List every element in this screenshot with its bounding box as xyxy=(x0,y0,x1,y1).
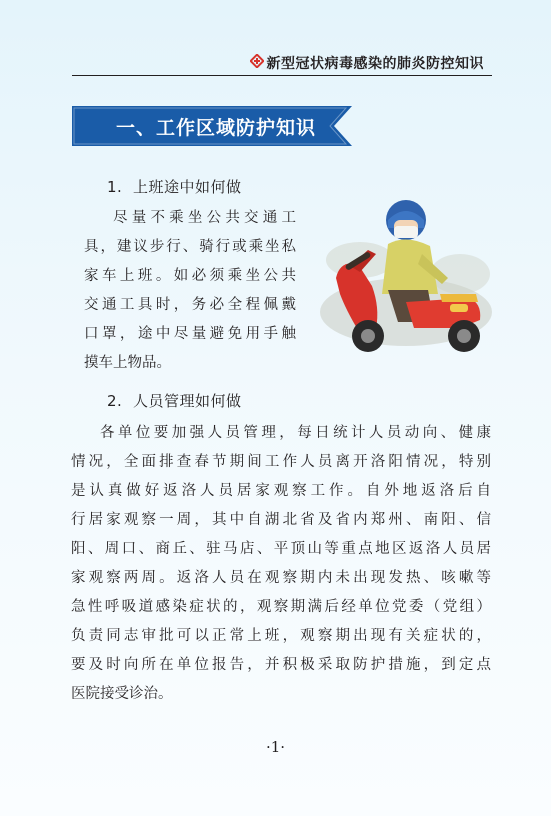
paragraph-line: 具，建议步行、骑行或乘坐私 xyxy=(84,239,296,255)
item-2-paragraph xyxy=(71,419,491,709)
paragraph-line: 口罩，途中尽量避免用手触 xyxy=(84,326,296,342)
paragraph-line: 交通工具时，务必全程佩戴 xyxy=(84,297,296,313)
paragraph-line: 各单位要加强人员管理，每日统计人员动向、健康 xyxy=(100,425,491,441)
paragraph-line: 急性呼吸道感染症状的，观察期满后经单位党委（党组） xyxy=(71,599,491,615)
running-header xyxy=(72,48,492,74)
section-banner xyxy=(72,106,352,146)
item-1-title: 上班途中如何做 xyxy=(133,178,242,196)
paragraph-line: 家车上班。如必须乘坐公共 xyxy=(84,268,296,284)
page-number: ·1· xyxy=(265,738,286,756)
paragraph-line: 家观察两周。返洛人员在观察期内未出现发热、咳嗽等 xyxy=(71,570,491,586)
paragraph-line: 要及时向所在单位报告，并积极采取防护措施，到定点 xyxy=(71,657,491,673)
paragraph-line: 行居家观察一周，其中自湖北省及省内郑州、南阳、信 xyxy=(71,512,491,528)
masked-scooter-rider-illustration xyxy=(310,190,496,360)
paragraph-line: 阳、周口、商丘、驻马店、平顶山等重点地区返洛人员居 xyxy=(71,541,491,557)
item-1-heading xyxy=(107,176,242,197)
paragraph-line: 是认真做好返洛人员居家观察工作。自外地返洛后自 xyxy=(71,483,491,499)
paragraph-line: 尽量不乘坐公共交通工 xyxy=(113,210,296,226)
running-header-title: 新型冠状病毒感染的肺炎防控知识 xyxy=(266,56,484,72)
paragraph-line: 摸车上物品。 xyxy=(84,355,171,371)
item-2-title: 人员管理如何做 xyxy=(133,392,242,410)
section-title: 一、工作区域防护知识 xyxy=(116,117,317,139)
item-1-paragraph xyxy=(84,204,296,378)
red-cross-diamond-icon xyxy=(250,54,264,68)
item-2-number: 2. xyxy=(107,392,123,410)
item-1-number: 1. xyxy=(107,178,123,196)
item-2-heading xyxy=(107,390,242,411)
paragraph-line: 负责同志审批可以正常上班，观察期出现有关症状的， xyxy=(71,628,491,644)
paragraph-line: 情况，全面排查春节期间工作人员离开洛阳情况，特别 xyxy=(71,454,491,470)
header-rule xyxy=(72,75,492,76)
paragraph-line: 医院接受诊治。 xyxy=(71,686,173,702)
